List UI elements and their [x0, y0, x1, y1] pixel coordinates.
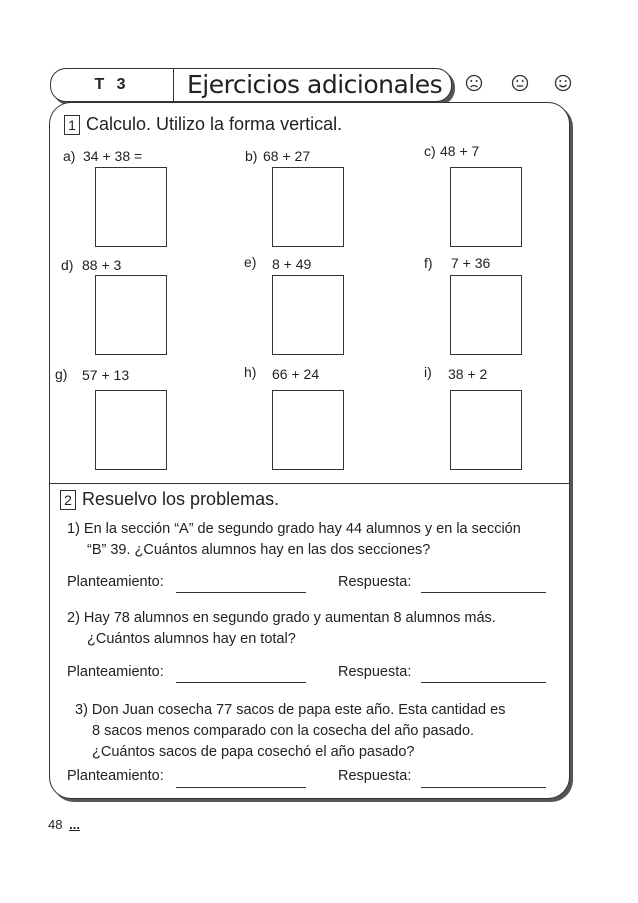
word-problem-2 [67, 608, 496, 650]
problem-expression: 66 + 24 [272, 366, 320, 382]
sad-face-icon [465, 74, 483, 92]
section2-heading [60, 489, 279, 510]
answer-box[interactable] [95, 390, 167, 470]
problem-label: d) [61, 257, 74, 273]
respuesta-line[interactable] [421, 787, 546, 788]
problem-expression: 7 + 36 [451, 255, 491, 271]
answer-box[interactable] [272, 390, 344, 470]
section1-number: 1 [64, 115, 80, 135]
respuesta-label: Respuesta: [338, 768, 412, 784]
problem-expression: 68 + 27 [263, 148, 311, 164]
respuesta-line[interactable] [421, 682, 546, 683]
section2-title: Resuelvo los problemas. [82, 489, 280, 509]
problem-expression: 38 + 2 [448, 366, 488, 382]
problem-label: h) [244, 364, 257, 380]
problem-expression: 8 + 49 [272, 256, 312, 272]
answer-box[interactable] [272, 275, 344, 355]
answer-box[interactable] [450, 390, 522, 470]
happy-face-icon [554, 74, 572, 92]
section1-heading [64, 114, 342, 135]
page-mark: ... [69, 817, 80, 832]
answer-box[interactable] [450, 167, 522, 247]
problem-text-line: 2) Hay 78 alumnos en segundo grado y aumentan 8 alumnos más. [67, 610, 496, 626]
problem-expression: 48 + 7 [440, 143, 480, 159]
section1-title: Calculo. Utilizo la forma vertical. [86, 114, 343, 134]
header-tab [50, 68, 452, 102]
problem-label: b) [245, 148, 258, 164]
planteamiento-line[interactable] [176, 787, 306, 788]
page-number: 48 [48, 817, 63, 832]
problem-text-line: 1) En la sección “A” de segundo grado hay 44 alumnos y en la sección [67, 521, 521, 537]
problem-text-line: 3) Don Juan cosecha 77 sacos de papa este año. Esta cantidad es [75, 702, 506, 718]
problem-expression: 88 + 3 [82, 257, 122, 273]
unit-label: T 3 [51, 69, 174, 101]
problem-expression: 57 + 13 [82, 367, 130, 383]
problem-label: g) [55, 366, 68, 382]
neutral-face-icon [511, 74, 529, 92]
respuesta-line[interactable] [421, 592, 546, 593]
problem-text-line: “B” 39. ¿Cuántos alumnos hay en las dos secciones? [87, 542, 431, 558]
planteamiento-line[interactable] [176, 592, 306, 593]
respuesta-label: Respuesta: [338, 664, 412, 680]
respuesta-label: Respuesta: [338, 574, 412, 590]
page-title: Ejercicios adicionales [187, 70, 443, 99]
answer-box[interactable] [272, 167, 344, 247]
problem-label: i) [424, 364, 432, 380]
planteamiento-label: Planteamiento: [67, 768, 164, 784]
section-divider [50, 483, 569, 484]
problem-label: c) [424, 143, 436, 159]
planteamiento-label: Planteamiento: [67, 664, 164, 680]
problem-label: a) [63, 148, 76, 164]
problem-label: f) [424, 255, 433, 271]
answer-box[interactable] [95, 167, 167, 247]
problem-label: e) [244, 254, 257, 270]
answer-box[interactable] [95, 275, 167, 355]
page-number-area [48, 817, 80, 832]
word-problem-1 [67, 519, 521, 561]
problem-text-line: 8 sacos menos comparado con la cosecha del año pasado. [92, 723, 475, 739]
problem-text-line: ¿Cuántos sacos de papa cosechó el año pasado? [92, 744, 415, 760]
answer-box[interactable] [450, 275, 522, 355]
problem-text-line: ¿Cuántos alumnos hay en total? [87, 631, 296, 647]
problem-expression: 34 + 38 = [83, 148, 143, 164]
section2-number: 2 [60, 490, 76, 510]
word-problem-3 [75, 700, 505, 763]
planteamiento-label: Planteamiento: [67, 574, 164, 590]
planteamiento-line[interactable] [176, 682, 306, 683]
